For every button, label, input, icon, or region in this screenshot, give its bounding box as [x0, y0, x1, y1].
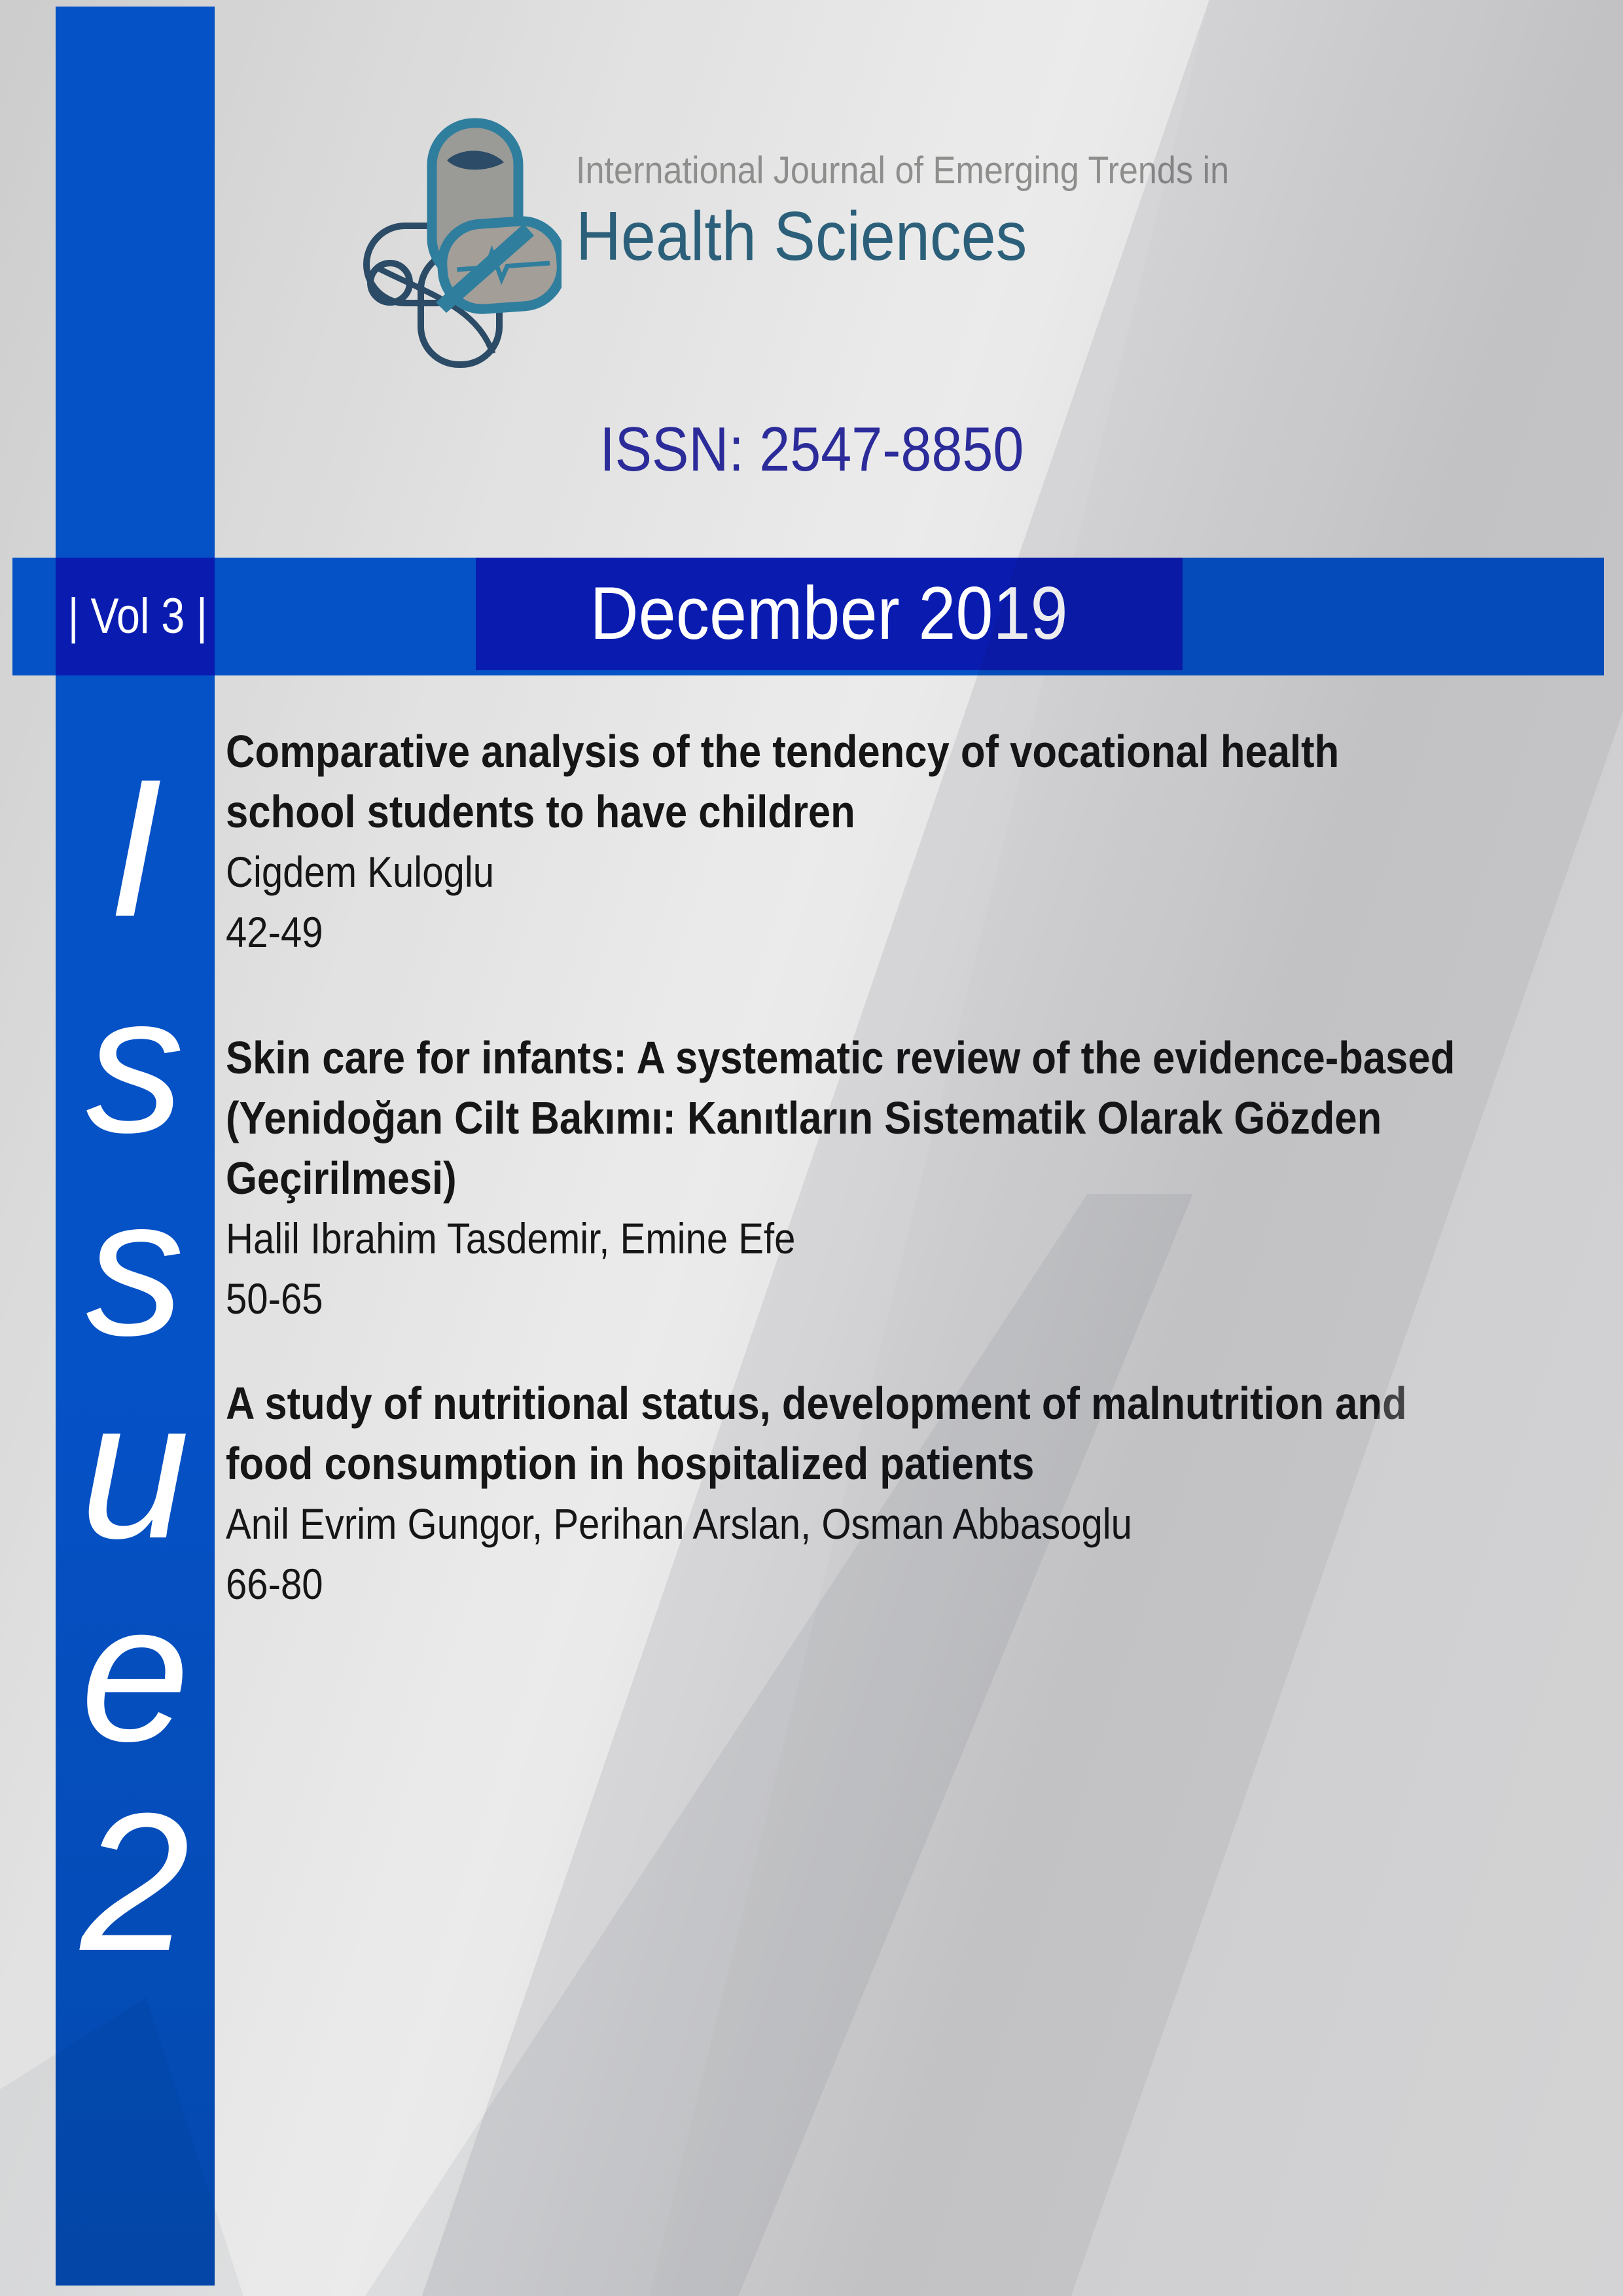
volume-badge: [56, 558, 215, 675]
article-title-line: Skin care for infants: A systematic review of the evidence-based: [226, 1032, 1455, 1083]
issue-date-label: December 2019: [590, 572, 1069, 655]
issue-letter: s: [86, 1157, 185, 1376]
article-title-line: A study of nutritional status, development of malnutrition and: [226, 1378, 1407, 1429]
issue-letter: e: [80, 1562, 190, 1782]
article-title-line: food consumption in hospitalized patients: [226, 1438, 1035, 1489]
article-title-line: school students to have children: [226, 786, 855, 837]
issue-letter: 2: [80, 1772, 190, 1992]
medical-cross-stethoscope-icon: [359, 111, 562, 373]
article-pages: 42-49: [226, 908, 323, 956]
issue-letter: I: [107, 738, 163, 958]
article-authors: Halil Ibrahim Tasdemir, Emine Efe: [226, 1214, 796, 1263]
issn-line: [0, 414, 1623, 486]
issn-label: ISSN: 2547-8850: [599, 414, 1024, 484]
article-entry-1: [226, 721, 1491, 962]
issue-letter: u: [80, 1359, 190, 1579]
issue-date-banner: [476, 558, 1183, 670]
journal-name-top: International Journal of Emerging Trends in: [576, 149, 1230, 192]
article-pages: 50-65: [226, 1274, 323, 1323]
article-authors: Anil Evrim Gungor, Perihan Arslan, Osman Abbasoglu: [226, 1499, 1132, 1548]
issue-letter: s: [86, 954, 185, 1174]
article-title-line: Geçirilmesi): [226, 1153, 457, 1204]
journal-name: Health Sciences: [576, 198, 1027, 275]
article-title-line: (Yenidoğan Cilt Bakımı: Kanıtların Sistematik Olarak Gözden: [226, 1092, 1382, 1143]
article-authors: Cigdem Kuloglu: [226, 848, 495, 896]
article-title-line: Comparative analysis of the tendency of vocational health: [226, 726, 1340, 777]
volume-label: | Vol 3 |: [67, 588, 207, 644]
article-entry-2: [226, 1028, 1622, 1329]
article-pages: 66-80: [226, 1560, 323, 1608]
article-entry-3: [226, 1373, 1568, 1614]
issue-stripe: [56, 7, 215, 2286]
